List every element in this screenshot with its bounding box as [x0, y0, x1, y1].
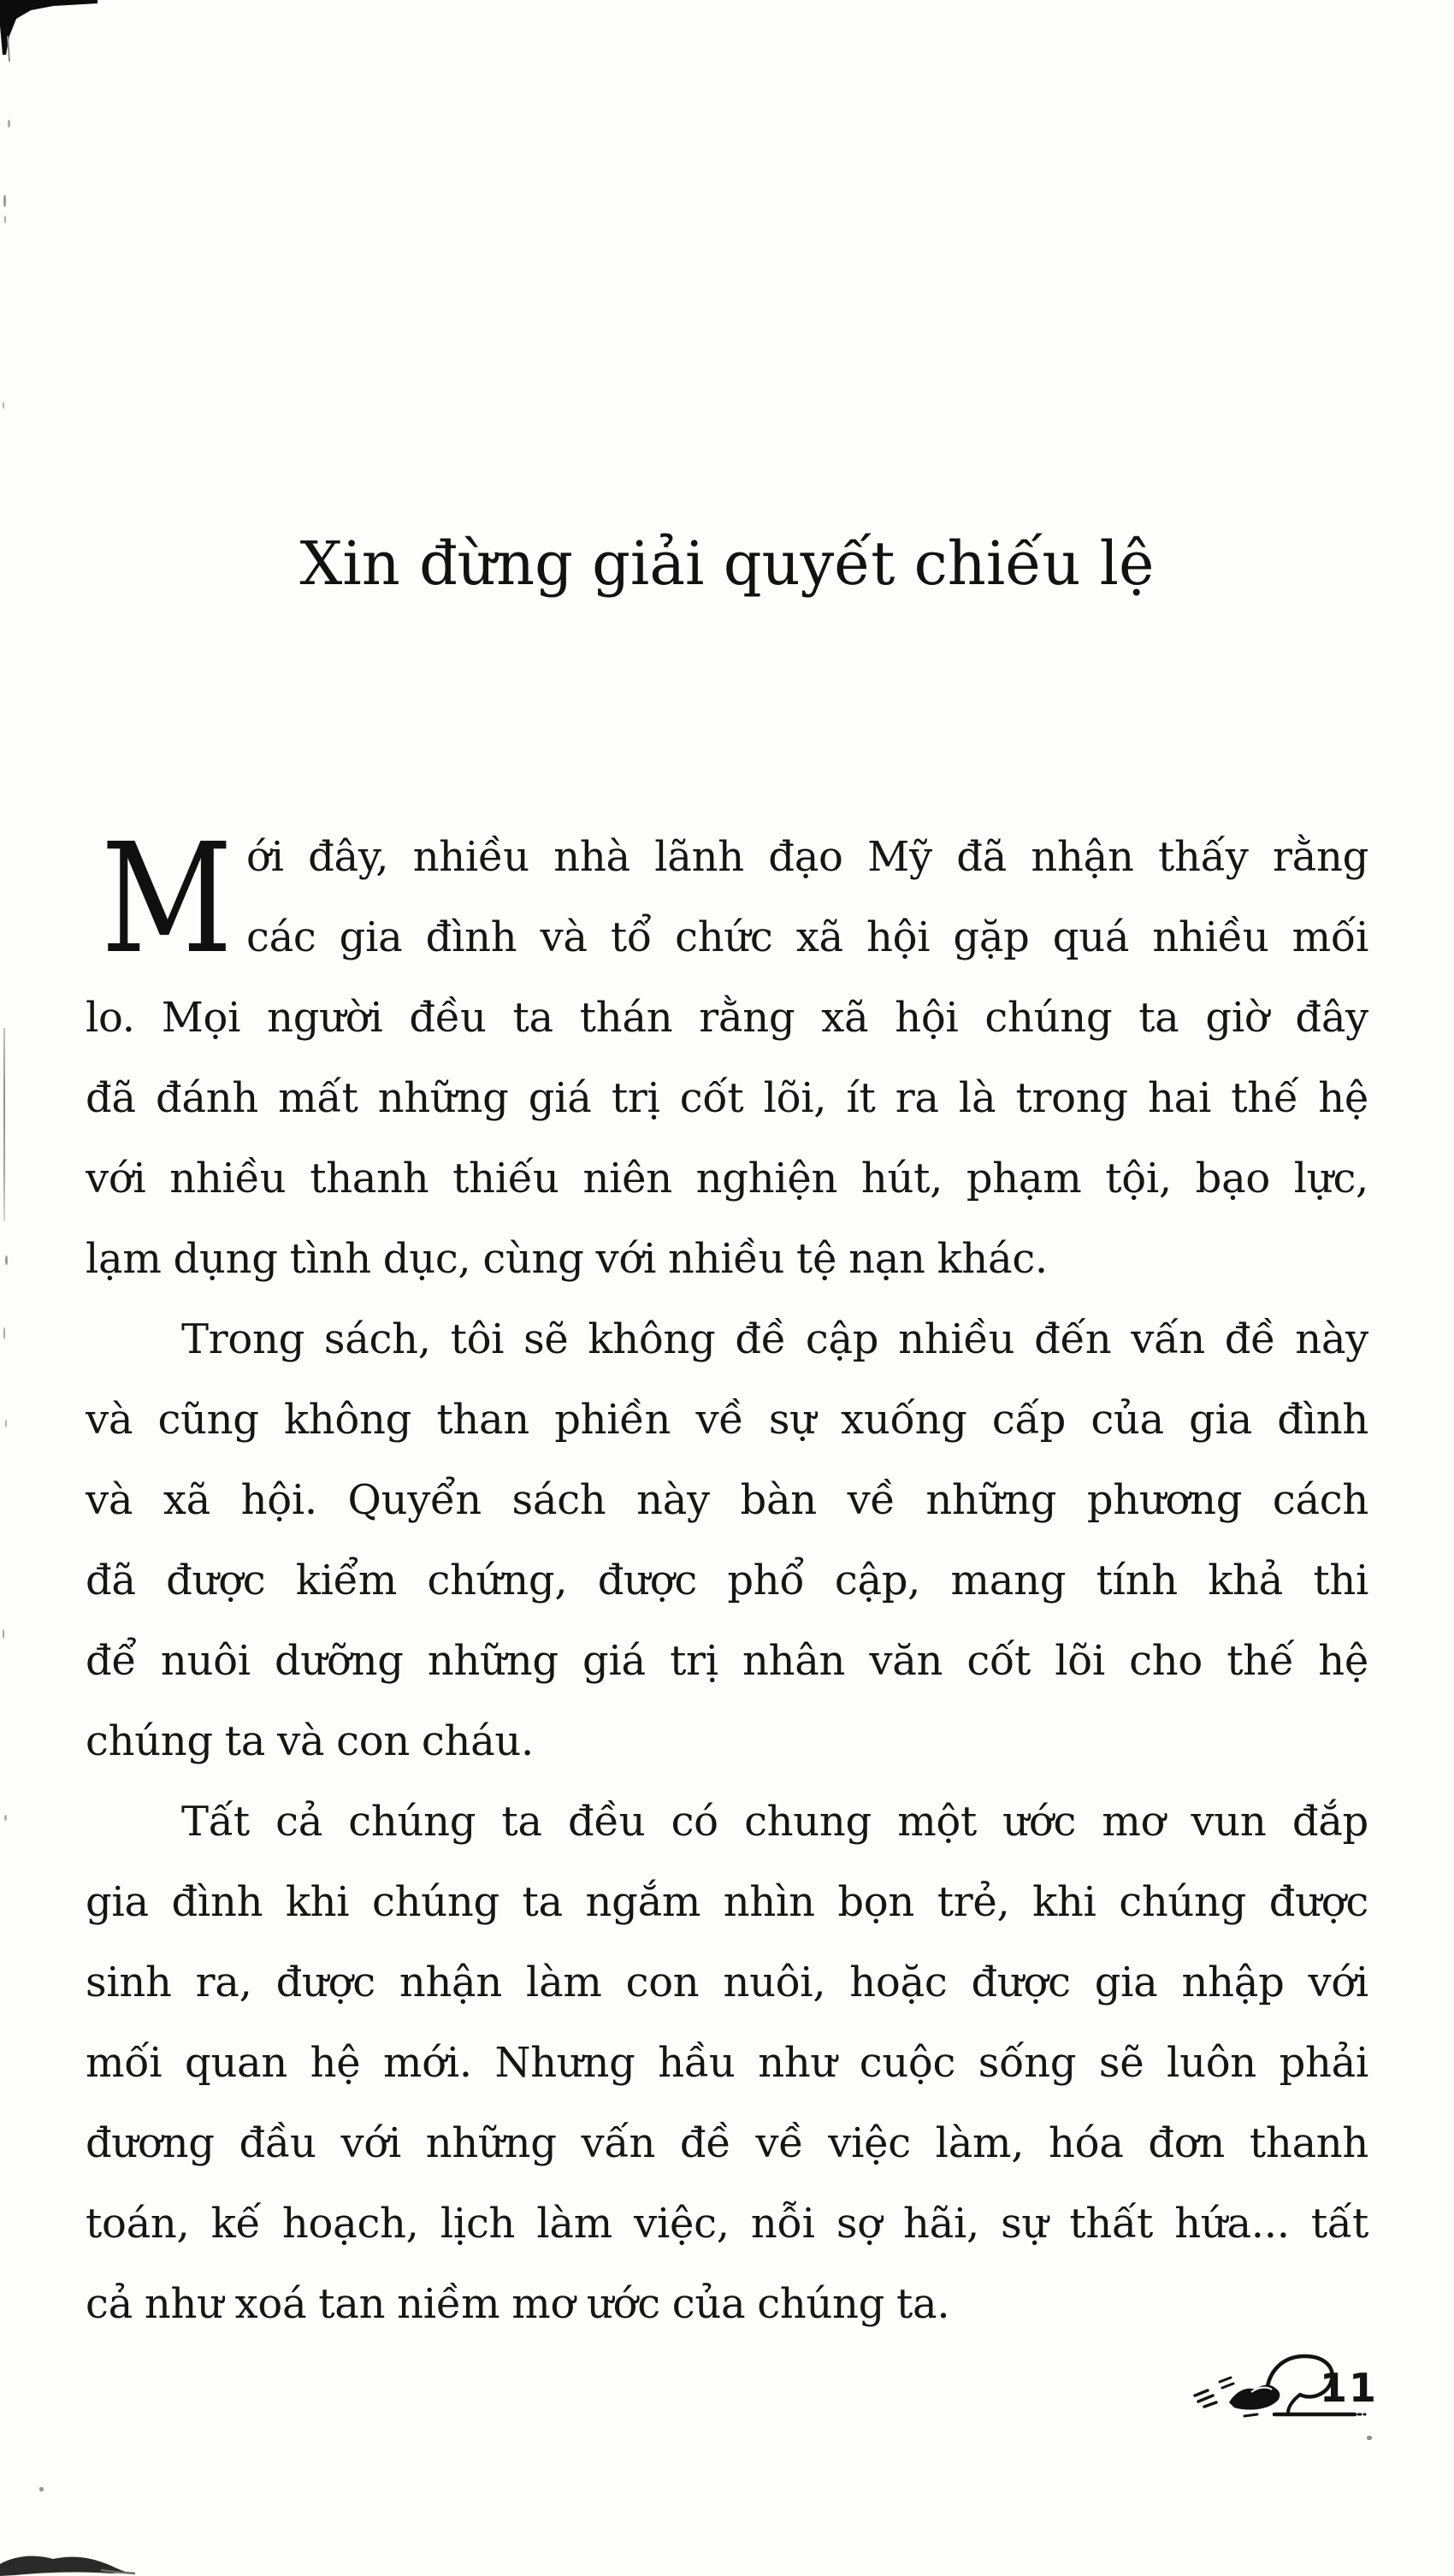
- chapter-title: Xin đừng giải quyết chiếu lệ: [299, 529, 1155, 599]
- scan-artifact-left-line: [3, 1028, 5, 1221]
- scan-speck: [3, 1327, 5, 1339]
- page-number: 11: [1320, 2365, 1379, 2411]
- scan-artifact-bottom-left: [0, 2547, 137, 2576]
- text-line: với nhiều thanh thiếu niên nghiện hút, phạm tội, bạo lực,: [86, 1155, 1368, 1202]
- scan-speck: [1367, 2436, 1372, 2440]
- text-line: toán, kế hoạch, lịch làm việc, nỗi sợ hãi, sự thất hứa... tất: [86, 2200, 1368, 2248]
- scan-speck: [4, 216, 6, 223]
- text-line: sinh ra, được nhận làm con nuôi, hoặc được gia nhập với: [86, 1959, 1368, 2006]
- drop-cap: M: [101, 811, 233, 987]
- scan-speck: [4, 1815, 7, 1821]
- text-line: Tất cả chúng ta đều có chung một ước mơ vun đắp: [181, 1798, 1368, 1846]
- text-line: đã được kiểm chứng, được phổ cập, mang tính khả thi: [86, 1557, 1368, 1604]
- scan-speck: [39, 2487, 44, 2491]
- text-line: để nuôi dưỡng những giá trị nhân văn cốt lõi cho thế hệ: [86, 1637, 1368, 1685]
- text-line: mối quan hệ mới. Nhưng hầu như cuộc sống sẽ luôn phải: [86, 2039, 1368, 2087]
- text-line: cả như xoá tan niềm mơ ước của chúng ta.: [86, 2280, 950, 2328]
- paragraph: [86, 811, 1368, 1299]
- text-line: đương đầu với những vấn đề về việc làm, hóa đơn thanh: [86, 2119, 1368, 2167]
- text-line: các gia đình và tổ chức xã hội gặp quá nhiều mối: [246, 913, 1368, 961]
- body-text: [86, 811, 1368, 2344]
- text-line: gia đình khi chúng ta ngắm nhìn bọn trẻ, khi chúng được: [86, 1878, 1368, 1926]
- text-line: và xã hội. Quyển sách này bàn về những phương cách: [86, 1476, 1368, 1524]
- paragraph: [86, 1299, 1368, 1781]
- page-footer: [1191, 2348, 1379, 2429]
- scan-speck: [5, 1420, 7, 1427]
- scan-speck: [3, 402, 4, 409]
- scan-speck: [5, 1256, 8, 1265]
- scan-speck: [3, 1629, 4, 1639]
- scan-speck: [8, 120, 10, 127]
- scan-artifact-top-left: [0, 0, 107, 68]
- text-line: và cũng không than phiền về sự xuống cấp của gia đình: [86, 1396, 1368, 1444]
- text-line: lo. Mọi người đều ta thán rằng xã hội chúng ta giờ đây: [86, 994, 1368, 1042]
- text-line: ới đây, nhiều nhà lãnh đạo Mỹ đã nhận thấy rằng: [246, 833, 1368, 881]
- scan-speck: [3, 195, 6, 207]
- text-line: đã đánh mất những giá trị cốt lõi, ít ra là trong hai thế hệ: [86, 1074, 1368, 1122]
- text-line: chúng ta và con cháu.: [86, 1717, 535, 1765]
- paragraph: [86, 1781, 1368, 2344]
- text-line: lạm dụng tình dục, cùng với nhiều tệ nạn khác.: [86, 1235, 1048, 1283]
- text-line: Trong sách, tôi sẽ không đề cập nhiều đến vấn đề này: [181, 1315, 1368, 1363]
